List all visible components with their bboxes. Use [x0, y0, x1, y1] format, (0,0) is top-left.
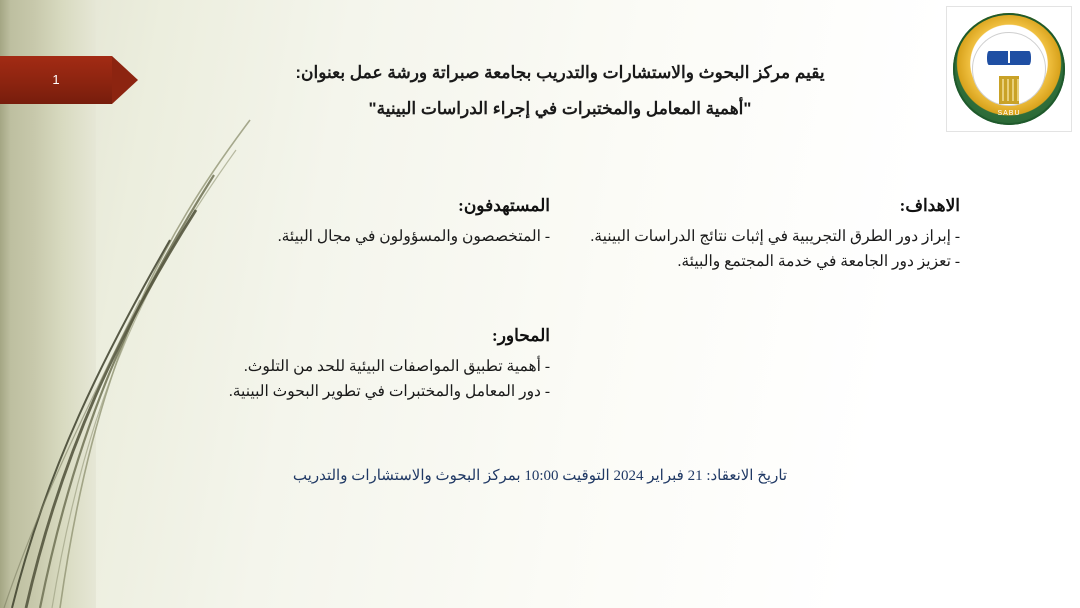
slide-number-banner: [0, 56, 148, 104]
section-topics: [170, 326, 550, 404]
list-item: - دور المعامل والمختبرات في تطوير البحوث البينية.: [228, 383, 550, 400]
book-icon: [987, 51, 1031, 65]
title-line-1: يقيم مركز البحوث والاستشارات والتدريب بجامعة صبراتة ورشة عمل بعنوان:: [295, 63, 825, 82]
title-line-2: "أهمية المعامل والمختبرات في إجراء الدراسات البينية": [368, 99, 752, 118]
section-audience-heading: المستهدفون:: [458, 196, 550, 215]
logo-ring: [953, 13, 1065, 125]
content-area: [170, 196, 960, 404]
slide-number-label: 1: [52, 72, 60, 87]
logo-acronym: SABU: [997, 110, 1021, 117]
workshop-title: [190, 58, 930, 124]
section-objectives: [580, 196, 960, 274]
event-footer: [0, 464, 1080, 488]
pillar-icon: [999, 76, 1019, 104]
section-objectives-list: [580, 224, 960, 274]
list-item: - المتخصصون والمسؤولون في مجال البيئة.: [277, 228, 550, 245]
list-item: - أهمية تطبيق المواصفات البيئية للحد من التلوث.: [243, 358, 550, 375]
section-objectives-heading: الاهداف:: [899, 196, 960, 215]
section-audience: [170, 196, 550, 249]
list-item: - إبراز دور الطرق التجريبية في إثبات نتائج الدراسات البينية.: [590, 228, 960, 245]
top-sections-row: [170, 196, 960, 274]
list-item: - تعزيز دور الجامعة في خدمة المجتمع والبيئة.: [677, 253, 960, 270]
section-topics-list: [170, 354, 550, 404]
university-logo: [946, 6, 1072, 132]
event-datetime-location: تاريخ الانعقاد: 21 فبراير 2024 التوقيت 10:00 بمركز البحوث والاستشارات والتدريب: [292, 468, 788, 484]
section-topics-heading: المحاور:: [492, 326, 550, 345]
section-audience-list: [170, 224, 550, 249]
banner-arrow-icon: [112, 56, 138, 104]
